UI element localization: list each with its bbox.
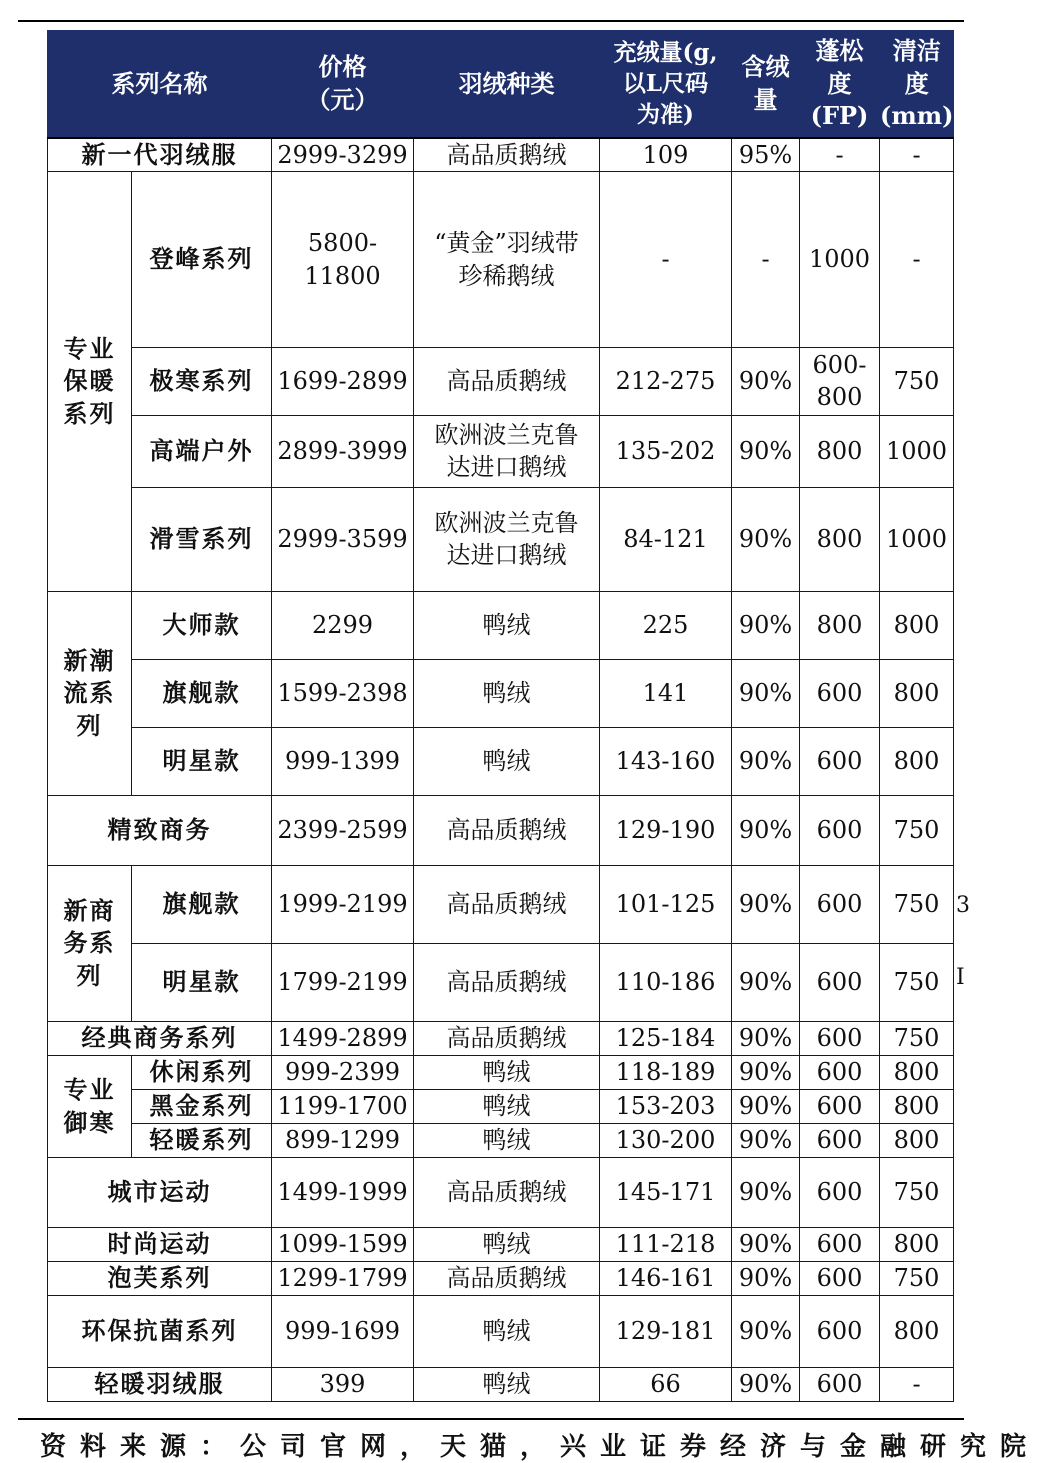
content-cell: 90% [732, 592, 800, 660]
header-cleanliness: 清洁 度 (mm) [880, 31, 954, 138]
fill-power-cell: 800 [800, 488, 880, 592]
price-cell: 1499-1999 [272, 1158, 414, 1228]
cleanliness-cell: 800 [880, 660, 954, 728]
content-cell: 90% [732, 944, 800, 1022]
header-fill-power: 蓬松 度 (FP) [800, 31, 880, 138]
series-name: 经典商务系列 [48, 1022, 272, 1056]
fill-power-cell: 600 [800, 1056, 880, 1090]
down-type-cell: 高品质鹅绒 [414, 1022, 600, 1056]
fill-power-cell: 600 [800, 1296, 880, 1368]
price-cell: 2399-2599 [272, 796, 414, 866]
cleanliness-cell: - [880, 172, 954, 348]
fill-power-cell: 600 [800, 728, 880, 796]
fill-power-cell: 600 [800, 660, 880, 728]
header-down-content: 含绒 量 [732, 31, 800, 138]
price-cell: 999-1699 [272, 1296, 414, 1368]
table-row [48, 1056, 954, 1090]
table-row [48, 1090, 954, 1124]
series-name: 明星款 [132, 728, 272, 796]
series-name: 休闲系列 [132, 1056, 272, 1090]
down-type-cell: 鸭绒 [414, 1056, 600, 1090]
table-row [48, 728, 954, 796]
table-row [48, 796, 954, 866]
cleanliness-cell: 750 [880, 1158, 954, 1228]
fill-cell: 101-125 [600, 866, 732, 944]
fill-power-cell: 600 [800, 1228, 880, 1262]
cleanliness-cell: 800 [880, 1056, 954, 1090]
down-type-cell: 鸭绒 [414, 660, 600, 728]
cleanliness-cell: 750 [880, 796, 954, 866]
down-type-cell: 高品质鹅绒 [414, 348, 600, 416]
price-cell: 1999-2199 [272, 866, 414, 944]
series-name: 轻暖羽绒服 [48, 1368, 272, 1402]
down-type-cell: 鸭绒 [414, 592, 600, 660]
content-cell: 90% [732, 1228, 800, 1262]
price-cell: 899-1299 [272, 1124, 414, 1158]
fill-power-cell: 600 [800, 866, 880, 944]
series-name: 黑金系列 [132, 1090, 272, 1124]
down-type-cell: 鸭绒 [414, 1368, 600, 1402]
price-cell: 999-1399 [272, 728, 414, 796]
group-pro-warm: 专业 保暖 系列 [48, 172, 132, 592]
down-type-cell: 鸭绒 [414, 1090, 600, 1124]
cleanliness-cell: 800 [880, 1090, 954, 1124]
series-name: 极寒系列 [132, 348, 272, 416]
table-row [48, 488, 954, 592]
content-cell: 90% [732, 1368, 800, 1402]
series-name: 滑雪系列 [132, 488, 272, 592]
table-row [48, 1368, 954, 1402]
cleanliness-cell: 800 [880, 1228, 954, 1262]
header-series-name: 系列名称 [48, 31, 272, 138]
down-type-cell: “黄金”羽绒带 珍稀鹅绒 [414, 172, 600, 348]
price-cell: 999-2399 [272, 1056, 414, 1090]
down-type-cell: 高品质鹅绒 [414, 1262, 600, 1296]
cleanliness-cell: 750 [880, 944, 954, 1022]
series-name: 旗舰款 [132, 866, 272, 944]
table-row [48, 172, 954, 348]
fill-cell: - [600, 172, 732, 348]
fill-power-cell: 600 [800, 1022, 880, 1056]
bottom-rule [18, 1418, 964, 1420]
price-cell: 2299 [272, 592, 414, 660]
price-cell: 1199-1700 [272, 1090, 414, 1124]
series-name: 登峰系列 [132, 172, 272, 348]
series-name: 旗舰款 [132, 660, 272, 728]
table-row [48, 866, 954, 944]
price-cell: 2999-3599 [272, 488, 414, 592]
table-row [48, 138, 954, 172]
series-name: 明星款 [132, 944, 272, 1022]
group-new-business: 新商 务系 列 [48, 866, 132, 1022]
table-row [48, 416, 954, 488]
series-name: 新一代羽绒服 [48, 138, 272, 172]
fill-cell: 111-218 [600, 1228, 732, 1262]
product-spec-table [47, 30, 954, 1402]
cleanliness-cell: 800 [880, 728, 954, 796]
price-cell: 399 [272, 1368, 414, 1402]
down-type-cell: 高品质鹅绒 [414, 138, 600, 172]
fill-cell: 146-161 [600, 1262, 732, 1296]
content-cell: 90% [732, 728, 800, 796]
fill-cell: 141 [600, 660, 732, 728]
content-cell: 90% [732, 416, 800, 488]
fill-cell: 66 [600, 1368, 732, 1402]
content-cell: 90% [732, 1296, 800, 1368]
cleanliness-cell: 750 [880, 348, 954, 416]
content-cell: 90% [732, 1056, 800, 1090]
header-down-type: 羽绒种类 [414, 31, 600, 138]
series-name: 精致商务 [48, 796, 272, 866]
series-name: 轻暖系列 [132, 1124, 272, 1158]
fill-cell: 84-121 [600, 488, 732, 592]
fill-power-cell: 600 [800, 1368, 880, 1402]
price-cell: 1799-2199 [272, 944, 414, 1022]
table-row [48, 592, 954, 660]
fill-power-cell: 800 [800, 416, 880, 488]
content-cell: 90% [732, 488, 800, 592]
content-cell: 95% [732, 138, 800, 172]
table-row [48, 1262, 954, 1296]
down-type-cell: 高品质鹅绒 [414, 1158, 600, 1228]
content-cell: 90% [732, 866, 800, 944]
price-cell: 2899-3999 [272, 416, 414, 488]
series-name: 大师款 [132, 592, 272, 660]
fill-cell: 135-202 [600, 416, 732, 488]
fill-power-cell: 600 [800, 1124, 880, 1158]
cleanliness-cell: - [880, 1368, 954, 1402]
price-cell: 1499-2899 [272, 1022, 414, 1056]
table-row [48, 1158, 954, 1228]
table-row [48, 660, 954, 728]
table-row [48, 944, 954, 1022]
header-fill-weight: 充绒量(g, 以L尺码 为准) [600, 31, 732, 138]
fill-cell: 109 [600, 138, 732, 172]
fill-power-cell: 600 [800, 796, 880, 866]
fill-cell: 129-181 [600, 1296, 732, 1368]
cleanliness-cell: 800 [880, 1124, 954, 1158]
series-name: 城市运动 [48, 1158, 272, 1228]
down-type-cell: 鸭绒 [414, 728, 600, 796]
top-rule [18, 20, 964, 22]
down-type-cell: 欧洲波兰克鲁 达进口鹅绒 [414, 488, 600, 592]
down-type-cell: 高品质鹅绒 [414, 866, 600, 944]
price-cell: 1099-1599 [272, 1228, 414, 1262]
content-cell: 90% [732, 796, 800, 866]
fill-power-cell: 1000 [800, 172, 880, 348]
fill-cell: 145-171 [600, 1158, 732, 1228]
price-cell: 2999-3299 [272, 138, 414, 172]
table-row [48, 1296, 954, 1368]
source-note: 资料来源：公司官网，天猫，兴业证券经济与金融研究院 [40, 1432, 1040, 1462]
down-type-cell: 高品质鹅绒 [414, 944, 600, 1022]
price-cell: 1699-2899 [272, 348, 414, 416]
down-type-cell: 鸭绒 [414, 1228, 600, 1262]
cleanliness-cell: 750 [880, 866, 954, 944]
price-cell: 5800- 11800 [272, 172, 414, 348]
fill-cell: 212-275 [600, 348, 732, 416]
group-pro-cold: 专业 御寒 [48, 1056, 132, 1158]
fill-cell: 125-184 [600, 1022, 732, 1056]
fill-power-cell: 600 [800, 1158, 880, 1228]
cleanliness-cell: - [880, 138, 954, 172]
table-row [48, 348, 954, 416]
fill-cell: 118-189 [600, 1056, 732, 1090]
down-type-cell: 鸭绒 [414, 1296, 600, 1368]
cleanliness-cell: 800 [880, 1296, 954, 1368]
table-row [48, 1124, 954, 1158]
content-cell: 90% [732, 1124, 800, 1158]
fill-power-cell: 800 [800, 592, 880, 660]
fill-cell: 130-200 [600, 1124, 732, 1158]
content-cell: 90% [732, 660, 800, 728]
cleanliness-cell: 1000 [880, 416, 954, 488]
fill-power-cell: - [800, 138, 880, 172]
content-cell: 90% [732, 1022, 800, 1056]
content-cell: 90% [732, 1090, 800, 1124]
cleanliness-cell: 800 [880, 592, 954, 660]
down-type-cell: 欧洲波兰克鲁 达进口鹅绒 [414, 416, 600, 488]
content-cell: - [732, 172, 800, 348]
group-new-trend: 新潮 流系 列 [48, 592, 132, 796]
cleanliness-cell: 750 [880, 1262, 954, 1296]
cleanliness-cell: 750 [880, 1022, 954, 1056]
down-type-cell: 高品质鹅绒 [414, 796, 600, 866]
fill-power-cell: 600- 800 [800, 348, 880, 416]
series-name: 泡芙系列 [48, 1262, 272, 1296]
series-name: 时尚运动 [48, 1228, 272, 1262]
price-cell: 1299-1799 [272, 1262, 414, 1296]
content-cell: 90% [732, 348, 800, 416]
down-type-cell: 鸭绒 [414, 1124, 600, 1158]
table-row [48, 1228, 954, 1262]
header-price: 价格 （元） [272, 31, 414, 138]
fill-power-cell: 600 [800, 944, 880, 1022]
edge-fragment-b: I [956, 965, 965, 990]
fill-cell: 143-160 [600, 728, 732, 796]
fill-power-cell: 600 [800, 1090, 880, 1124]
fill-power-cell: 600 [800, 1262, 880, 1296]
cleanliness-cell: 1000 [880, 488, 954, 592]
fill-cell: 110-186 [600, 944, 732, 1022]
fill-cell: 129-190 [600, 796, 732, 866]
series-name: 高端户外 [132, 416, 272, 488]
table-row [48, 1022, 954, 1056]
price-cell: 1599-2398 [272, 660, 414, 728]
fill-cell: 153-203 [600, 1090, 732, 1124]
content-cell: 90% [732, 1262, 800, 1296]
fill-cell: 225 [600, 592, 732, 660]
series-name: 环保抗菌系列 [48, 1296, 272, 1368]
content-cell: 90% [732, 1158, 800, 1228]
edge-fragment-a: 3 [956, 893, 970, 918]
